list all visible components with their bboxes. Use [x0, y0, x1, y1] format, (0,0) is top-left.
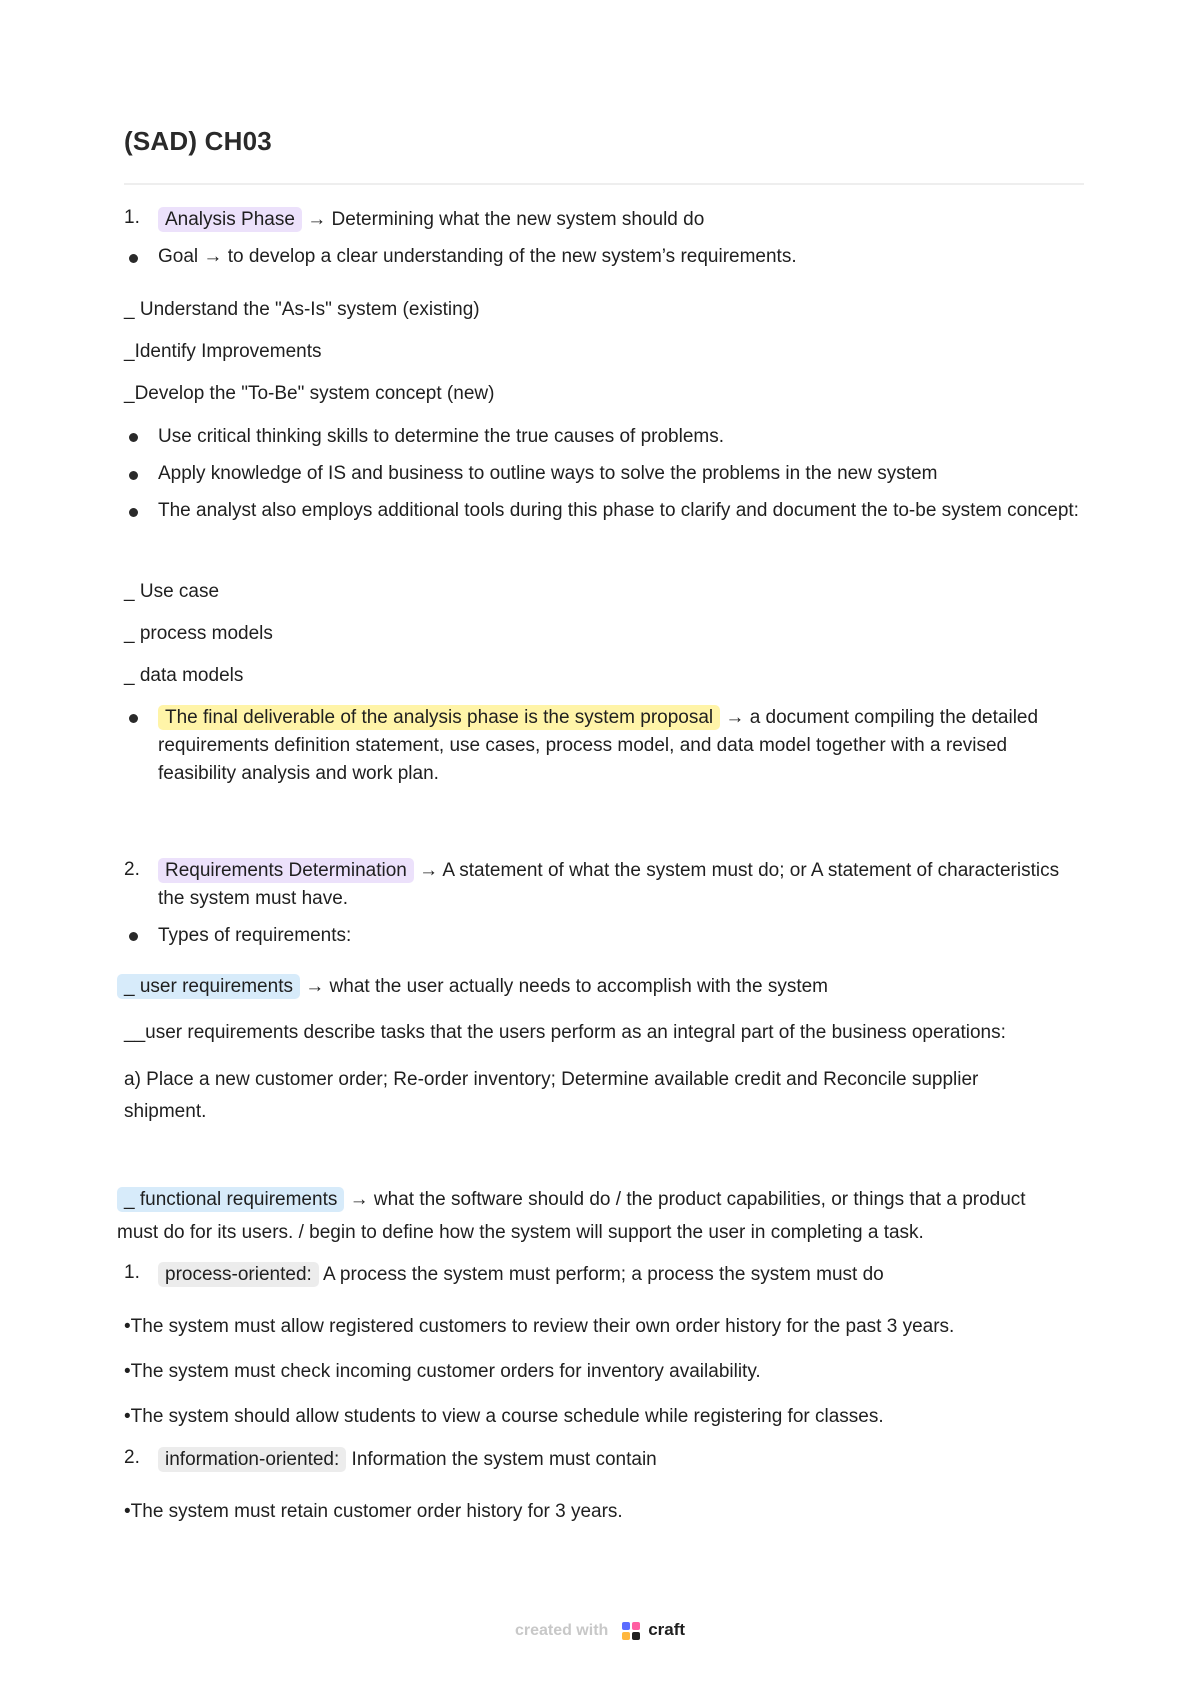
step-item: _Develop the "To-Be" system concept (new) — [124, 383, 495, 404]
section-1-heading — [158, 206, 704, 234]
functional-requirements-tag: _ functional requirements — [117, 1187, 344, 1212]
tool-item: _ data models — [124, 665, 244, 686]
bullet-item: Use critical thinking skills to determine the true causes of problems. — [158, 426, 725, 447]
user-requirements-example: a) Place a new customer order; Re-order inventory; Determine available credit and Reconcile supplier shipment. — [124, 1069, 979, 1122]
process-oriented-number: 1. — [124, 1262, 140, 1283]
requirements-determination-desc: → A statement of what the system must do; or A statement of characteristics the system must have. — [158, 860, 1060, 909]
section-2-number: 2. — [124, 859, 140, 880]
user-requirements-note: __user requirements describe tasks that the users perform as an integral part of the business operations: — [124, 1022, 1006, 1043]
information-oriented-desc: Information the system must contain — [346, 1449, 657, 1470]
craft-logo-icon — [621, 1621, 641, 1641]
section-1-number: 1. — [124, 207, 140, 228]
user-requirements-line — [117, 973, 828, 1001]
analysis-phase-desc: → Determining what the new system should do — [307, 209, 705, 230]
bullet-icon — [129, 471, 138, 480]
types-of-requirements: Types of requirements: — [158, 925, 352, 946]
created-with-label: created with — [514, 1622, 609, 1639]
craft-brand: craft — [648, 1620, 686, 1639]
information-oriented-tag: information-oriented: — [158, 1447, 346, 1472]
user-requirements-tag: _ user requirements — [117, 974, 300, 999]
requirements-determination-tag: Requirements Determination — [158, 858, 414, 883]
information-oriented-number: 2. — [124, 1447, 140, 1468]
page-title: (SAD) CH03 — [124, 126, 272, 156]
bullet-item: The analyst also employs additional tools during this phase to clarify and document the to-be system concept: — [158, 500, 1079, 521]
information-oriented-line — [158, 1446, 657, 1474]
process-example: •The system should allow students to view a course schedule while registering for classes. — [124, 1406, 884, 1427]
title-divider — [124, 183, 1084, 185]
final-deliverable-rest: → a document compiling the detailed requirements definition statement, use cases, process model, and data model together with a revised feasibility analysis and work plan. — [158, 707, 1039, 784]
bullet-item: Apply knowledge of IS and business to outline ways to solve the problems in the new system — [158, 463, 938, 484]
footer — [0, 1620, 1200, 1641]
process-example: •The system must allow registered customers to review their own order history for the past 3 years. — [124, 1316, 955, 1337]
bullet-icon — [129, 254, 138, 263]
final-deliverable-highlight: The final deliverable of the analysis phase is the system proposal — [158, 705, 720, 730]
step-item: _ Understand the "As-Is" system (existing) — [124, 299, 480, 320]
goal-text: Goal → to develop a clear understanding of the new system’s requirements. — [158, 246, 797, 267]
user-requirements-desc: → what the user actually needs to accomplish with the system — [299, 976, 828, 997]
bullet-icon — [129, 433, 138, 442]
information-example: •The system must retain customer order history for 3 years. — [124, 1501, 623, 1522]
process-oriented-desc: A process the system must perform; a process the system must do — [318, 1264, 884, 1285]
final-deliverable-text — [158, 704, 1088, 788]
tool-item: _ Use case — [124, 581, 220, 602]
process-example: •The system must check incoming customer orders for inventory availability. — [124, 1361, 761, 1382]
tool-item: _ process models — [124, 623, 273, 644]
section-2-heading — [158, 857, 1084, 913]
bullet-icon — [129, 932, 138, 941]
process-oriented-line — [158, 1261, 884, 1289]
process-oriented-tag: process-oriented: — [158, 1262, 319, 1287]
bullet-icon — [129, 714, 138, 723]
functional-requirements-desc: → what the software should do / the product capabilities, or things that a product must do for its users. / begin to define how the system will support the user in completing a task. — [117, 1189, 1026, 1243]
step-item: _Identify Improvements — [124, 341, 322, 362]
bullet-icon — [129, 508, 138, 517]
analysis-phase-tag: Analysis Phase — [158, 207, 302, 232]
functional-requirements-text — [117, 1183, 1067, 1249]
